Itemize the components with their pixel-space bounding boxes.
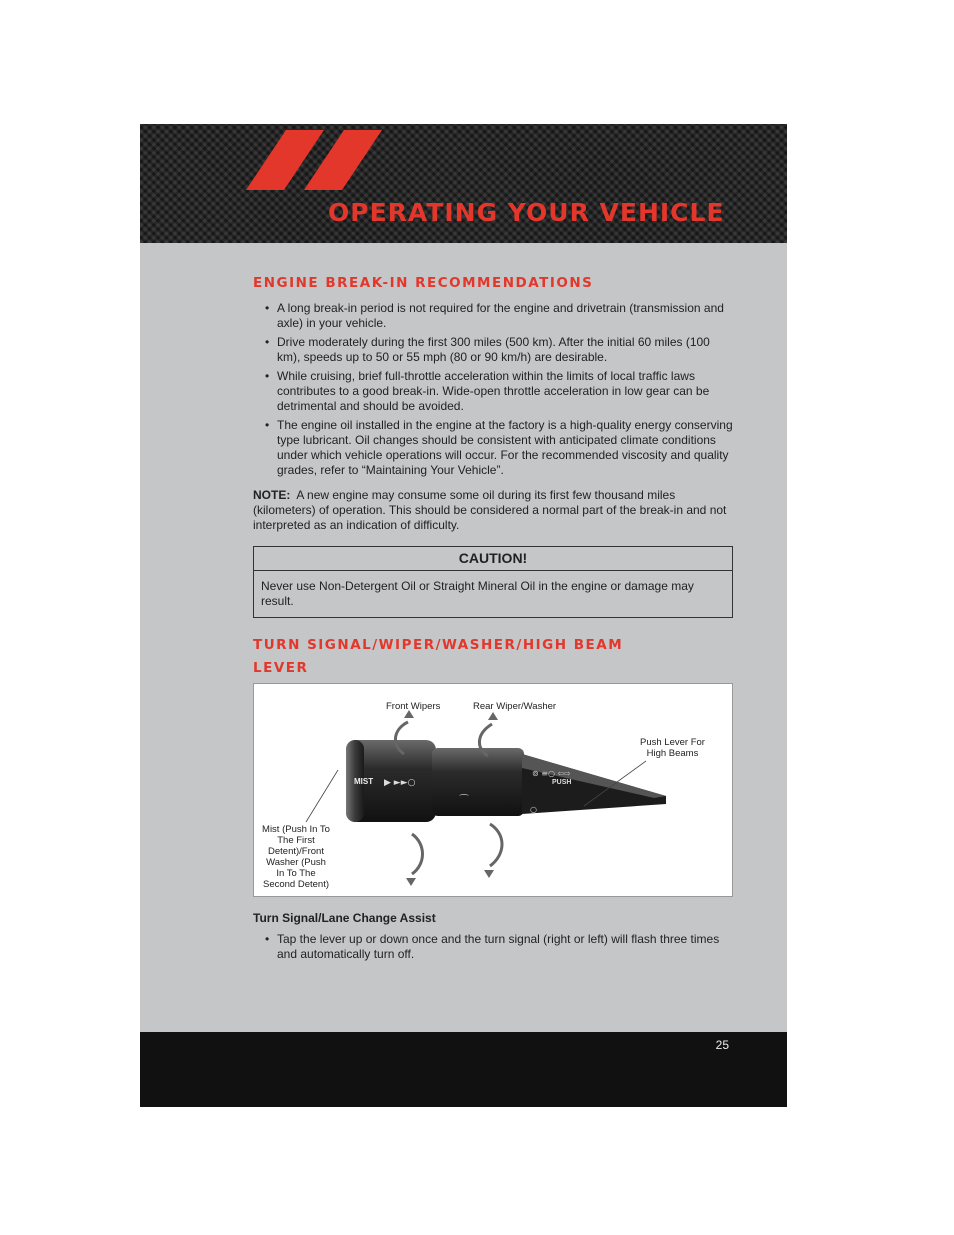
front-wipers-label: Front Wipers xyxy=(386,701,441,712)
turn-signal-subheading: Turn Signal/Lane Change Assist xyxy=(253,911,436,925)
svg-text:○: ○ xyxy=(530,805,537,814)
list-item: • The engine oil installed in the engine at the factory is a high-quality energy conserving type lubricant. Oil changes should be consistent with anticipated climate conditions under which vehicle operations will occur. For the recommended viscosity and quality grades, refer to “Maintaining Your Vehicle”. xyxy=(253,418,733,478)
lever-section-title xyxy=(253,634,733,680)
mist-label-line: Detent)/Front xyxy=(268,846,324,857)
push-lever-label xyxy=(640,737,705,759)
turn-signal-bullet-list xyxy=(253,932,733,962)
list-item: • A long break-in period is not required for the engine and drivetrain (transmission and axle) in your vehicle. xyxy=(253,301,733,331)
lever-title-line2: LEVER xyxy=(253,660,309,676)
brand-stripes-icon xyxy=(246,130,386,190)
engine-bullet-list xyxy=(253,301,733,478)
list-item: • Tap the lever up or down once and the turn signal (right or left) will flash three times and automatically turn off. xyxy=(253,932,733,962)
rear-wiper-label: Rear Wiper/Washer xyxy=(473,701,557,712)
page-content xyxy=(253,272,733,966)
push-lever-label-line1: Push Lever For xyxy=(640,737,705,748)
lever-push-text: PUSH xyxy=(552,779,572,786)
page-footer xyxy=(140,1032,787,1107)
manual-page xyxy=(140,124,787,1107)
page-header xyxy=(140,124,787,243)
note-label: NOTE: xyxy=(253,488,291,502)
lever-mist-text: MIST xyxy=(354,777,374,786)
list-item: • Drive moderately during the first 300 miles (500 km). After the initial 60 miles (100 km), speeds up to 50 or 55 mph (80 or 90 km/h) are desirable. xyxy=(253,335,733,365)
svg-text:⊚ ≡○ ⇦⇨: ⊚ ≡○ ⇦⇨ xyxy=(532,769,571,778)
mist-label xyxy=(258,824,334,890)
page-title: OPERATING YOUR VEHICLE xyxy=(328,198,725,227)
lever-figure xyxy=(253,683,733,897)
push-lever-label-line2: High Beams xyxy=(646,748,699,759)
caution-heading: CAUTION! xyxy=(254,547,732,571)
svg-text:⌒: ⌒ xyxy=(459,795,469,806)
list-item: • While cruising, brief full-throttle acceleration within the limits of local traffic laws contributes to a good break-in. Wide-open throttle acceleration in low gear can be detrimental and should be avoided. xyxy=(253,369,733,414)
mist-label-line: Mist (Push In To xyxy=(262,824,330,835)
caution-text: Never use Non-Detergent Oil or Straight Mineral Oil in the engine or damage may result. xyxy=(261,579,694,608)
page-number: 25 xyxy=(715,1038,729,1052)
lever-title-line1: TURN SIGNAL/WIPER/WASHER/HIGH BEAM xyxy=(253,637,624,653)
svg-text:▶ ►►○: ▶ ►►○ xyxy=(384,778,416,788)
note-text: A new engine may consume some oil during its first few thousand miles (kilometers) of operation. This should be considered a normal part of the break-in and not interpreted as an indication of difficulty. xyxy=(253,488,727,532)
caution-box xyxy=(253,546,733,618)
note-paragraph xyxy=(253,488,733,533)
mist-label-line: Second Detent) xyxy=(262,879,329,890)
mist-label-line: In To The xyxy=(276,868,316,879)
mist-label-line: Washer (Push xyxy=(266,857,326,868)
engine-section-title: ENGINE BREAK-IN RECOMMENDATIONS xyxy=(253,275,594,291)
mist-label-line: The First xyxy=(277,835,315,846)
